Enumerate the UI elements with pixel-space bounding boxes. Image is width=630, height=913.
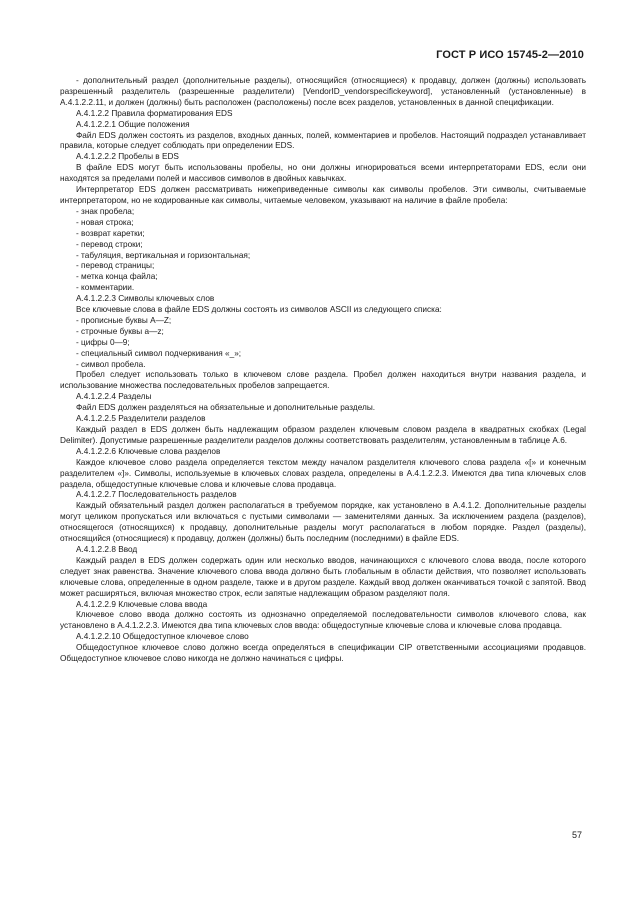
paragraph: А.4.1.2.2 Правила форматирования EDS	[76, 108, 233, 118]
paragraph: А.4.1.2.2.2 Пробелы в EDS	[76, 152, 179, 162]
paragraph: Файл EDS должен состоять из разделов, входных данных, полей, комментариев и пробелов. Настоящий подраздел устанавливает правила, которые следует соблюдать при определении EDS.	[60, 130, 586, 151]
list-item: - табуляция, вертикальная и горизонтальная;	[76, 250, 251, 260]
list-item: - новая строка;	[76, 217, 134, 227]
paragraph: Все ключевые слова в файле EDS должны состоять из символов ASCII из следующего списка:	[76, 305, 442, 315]
paragraph: Ключевое слово ввода должно состоять из однозначно определяемой последовательности символов ключевого слова, как установлено в А.4.1.2.2.3. Имеются два типа ключевых слов ввода: общедоступные ключевые слова и ключевые слова продавца.	[60, 610, 586, 631]
paragraph: Файл EDS должен разделяться на обязательные и дополнительные разделы.	[76, 403, 376, 413]
paragraph: А.4.1.2.2.5 Разделители разделов	[76, 414, 206, 424]
list-item: - строчные буквы а—z;	[76, 326, 164, 336]
paragraph: А.4.1.2.2.7 Последовательность разделов	[76, 490, 237, 500]
paragraph: А.4.1.2.2.1 Общие положения	[76, 119, 190, 129]
list-item: - знак пробела;	[76, 206, 135, 216]
paragraph: А.4.1.2.2.9 Ключевые слова ввода	[76, 599, 208, 609]
page-body	[60, 76, 586, 665]
paragraph: Пробел следует использовать только в ключевом слове раздела. Пробел должен находиться внутри названия раздела, и использование множества последовательных пробелов запрещается.	[60, 370, 586, 391]
list-item: - цифры 0—9;	[76, 337, 130, 347]
paragraph: А.4.1.2.2.10 Общедоступное ключевое слово	[76, 632, 249, 642]
list-item: - возврат каретки;	[76, 228, 145, 238]
paragraph: - дополнительный раздел (дополнительные разделы), относящийся (относящиеся) к продавцу, должен (должны) использовать разрешенный разделитель (разрешенные разделители) [VendorID_vendorspecifickeyword], установленный (установленные) в А.4.1.2.2.11, и должен (должны) быть расположен (расположены) после всех разделов, установленных в данной спецификации.	[60, 76, 586, 107]
paragraph: Каждый обязательный раздел должен располагаться в требуемом порядке, как установлено в А.4.1.2. Дополнительные разделы могут целиком пропускаться или включаться с пустыми символами — заменителями данных. За исключением раздела (разделов), относящегося (относящихся) к продавцу, дополнительные разделы могут располагаться в любом порядке. Раздел (разделы), относящийся (относящиеся) к продавцу, должен (должны) быть последним (последними) в файле EDS.	[60, 501, 586, 544]
page-header: ГОСТ Р ИСО 15745-2—2010	[436, 49, 584, 61]
paragraph: Каждый раздел в EDS должен содержать один или несколько вводов, начинающихся с ключевого слова ввода, после которого следует знак равенства. Значение ключевого слова ввода должно быть глобальным в области действия, что позволяет использовать ключевые слова, определенные в одном разделе, также и в другом разделе. Каждый ввод должен оканчиваться точкой с запятой. Ввод может расширяться, включая множество строк, если запятые надлежащим образом разделяют поля.	[60, 555, 586, 598]
paragraph: Каждое ключевое слово раздела определяется текстом между началом разделителя ключевого слова раздела «[» и конечным разделителем «]». Символы, используемые в ключевых словах раздела, определены в А.4.1.2.2.3. Имеются два типа ключевых слов раздела, общедоступные ключевые слова и ключевые слова продавца.	[60, 457, 586, 489]
paragraph: А.4.1.2.2.3 Символы ключевых слов	[76, 294, 215, 304]
list-item: - прописные буквы А—Z;	[76, 315, 172, 325]
page-number: 57	[571, 830, 582, 840]
paragraph: Интерпретатор EDS должен рассматривать нижеприведенные символы как символы пробелов. Эти символы, считываемые интерпретатором, но не кодированные как символы, читаемые человеком, указывают на наличие в файле пробела:	[60, 185, 586, 205]
list-item: - символ пробела.	[76, 359, 146, 369]
list-item: - специальный символ подчеркивания «_»;	[76, 348, 242, 358]
paragraph: Каждый раздел в EDS должен быть надлежащим образом разделен ключевым словом раздела в квадратных скобках (Legal Delimiter). Допустимые разрешенные разделители разделов должны соответствовать разделителям, установленным в таблице А.6.	[60, 425, 586, 445]
paragraph: А.4.1.2.2.8 Ввод	[76, 544, 138, 554]
paragraph: А.4.1.2.2.6 Ключевые слова разделов	[76, 446, 221, 456]
list-item: - перевод страницы;	[76, 261, 155, 271]
list-item: - перевод строки;	[76, 239, 143, 249]
paragraph: Общедоступное ключевое слово должно всегда определяться в спецификации CIP ответственными ассоциациями продавцов. Общедоступное ключевое слово никогда не должно начинаться с цифры.	[60, 643, 586, 664]
list-item: - метка конца файла;	[76, 272, 158, 282]
list-item: - комментарии.	[76, 283, 135, 293]
paragraph: В файле EDS могут быть использованы пробелы, но они должны игнорироваться всеми интерпретаторами EDS, если они находятся за пределами полей и массивов символов в двойных кавычках.	[60, 163, 586, 184]
paragraph: А.4.1.2.2.4 Разделы	[76, 392, 152, 402]
